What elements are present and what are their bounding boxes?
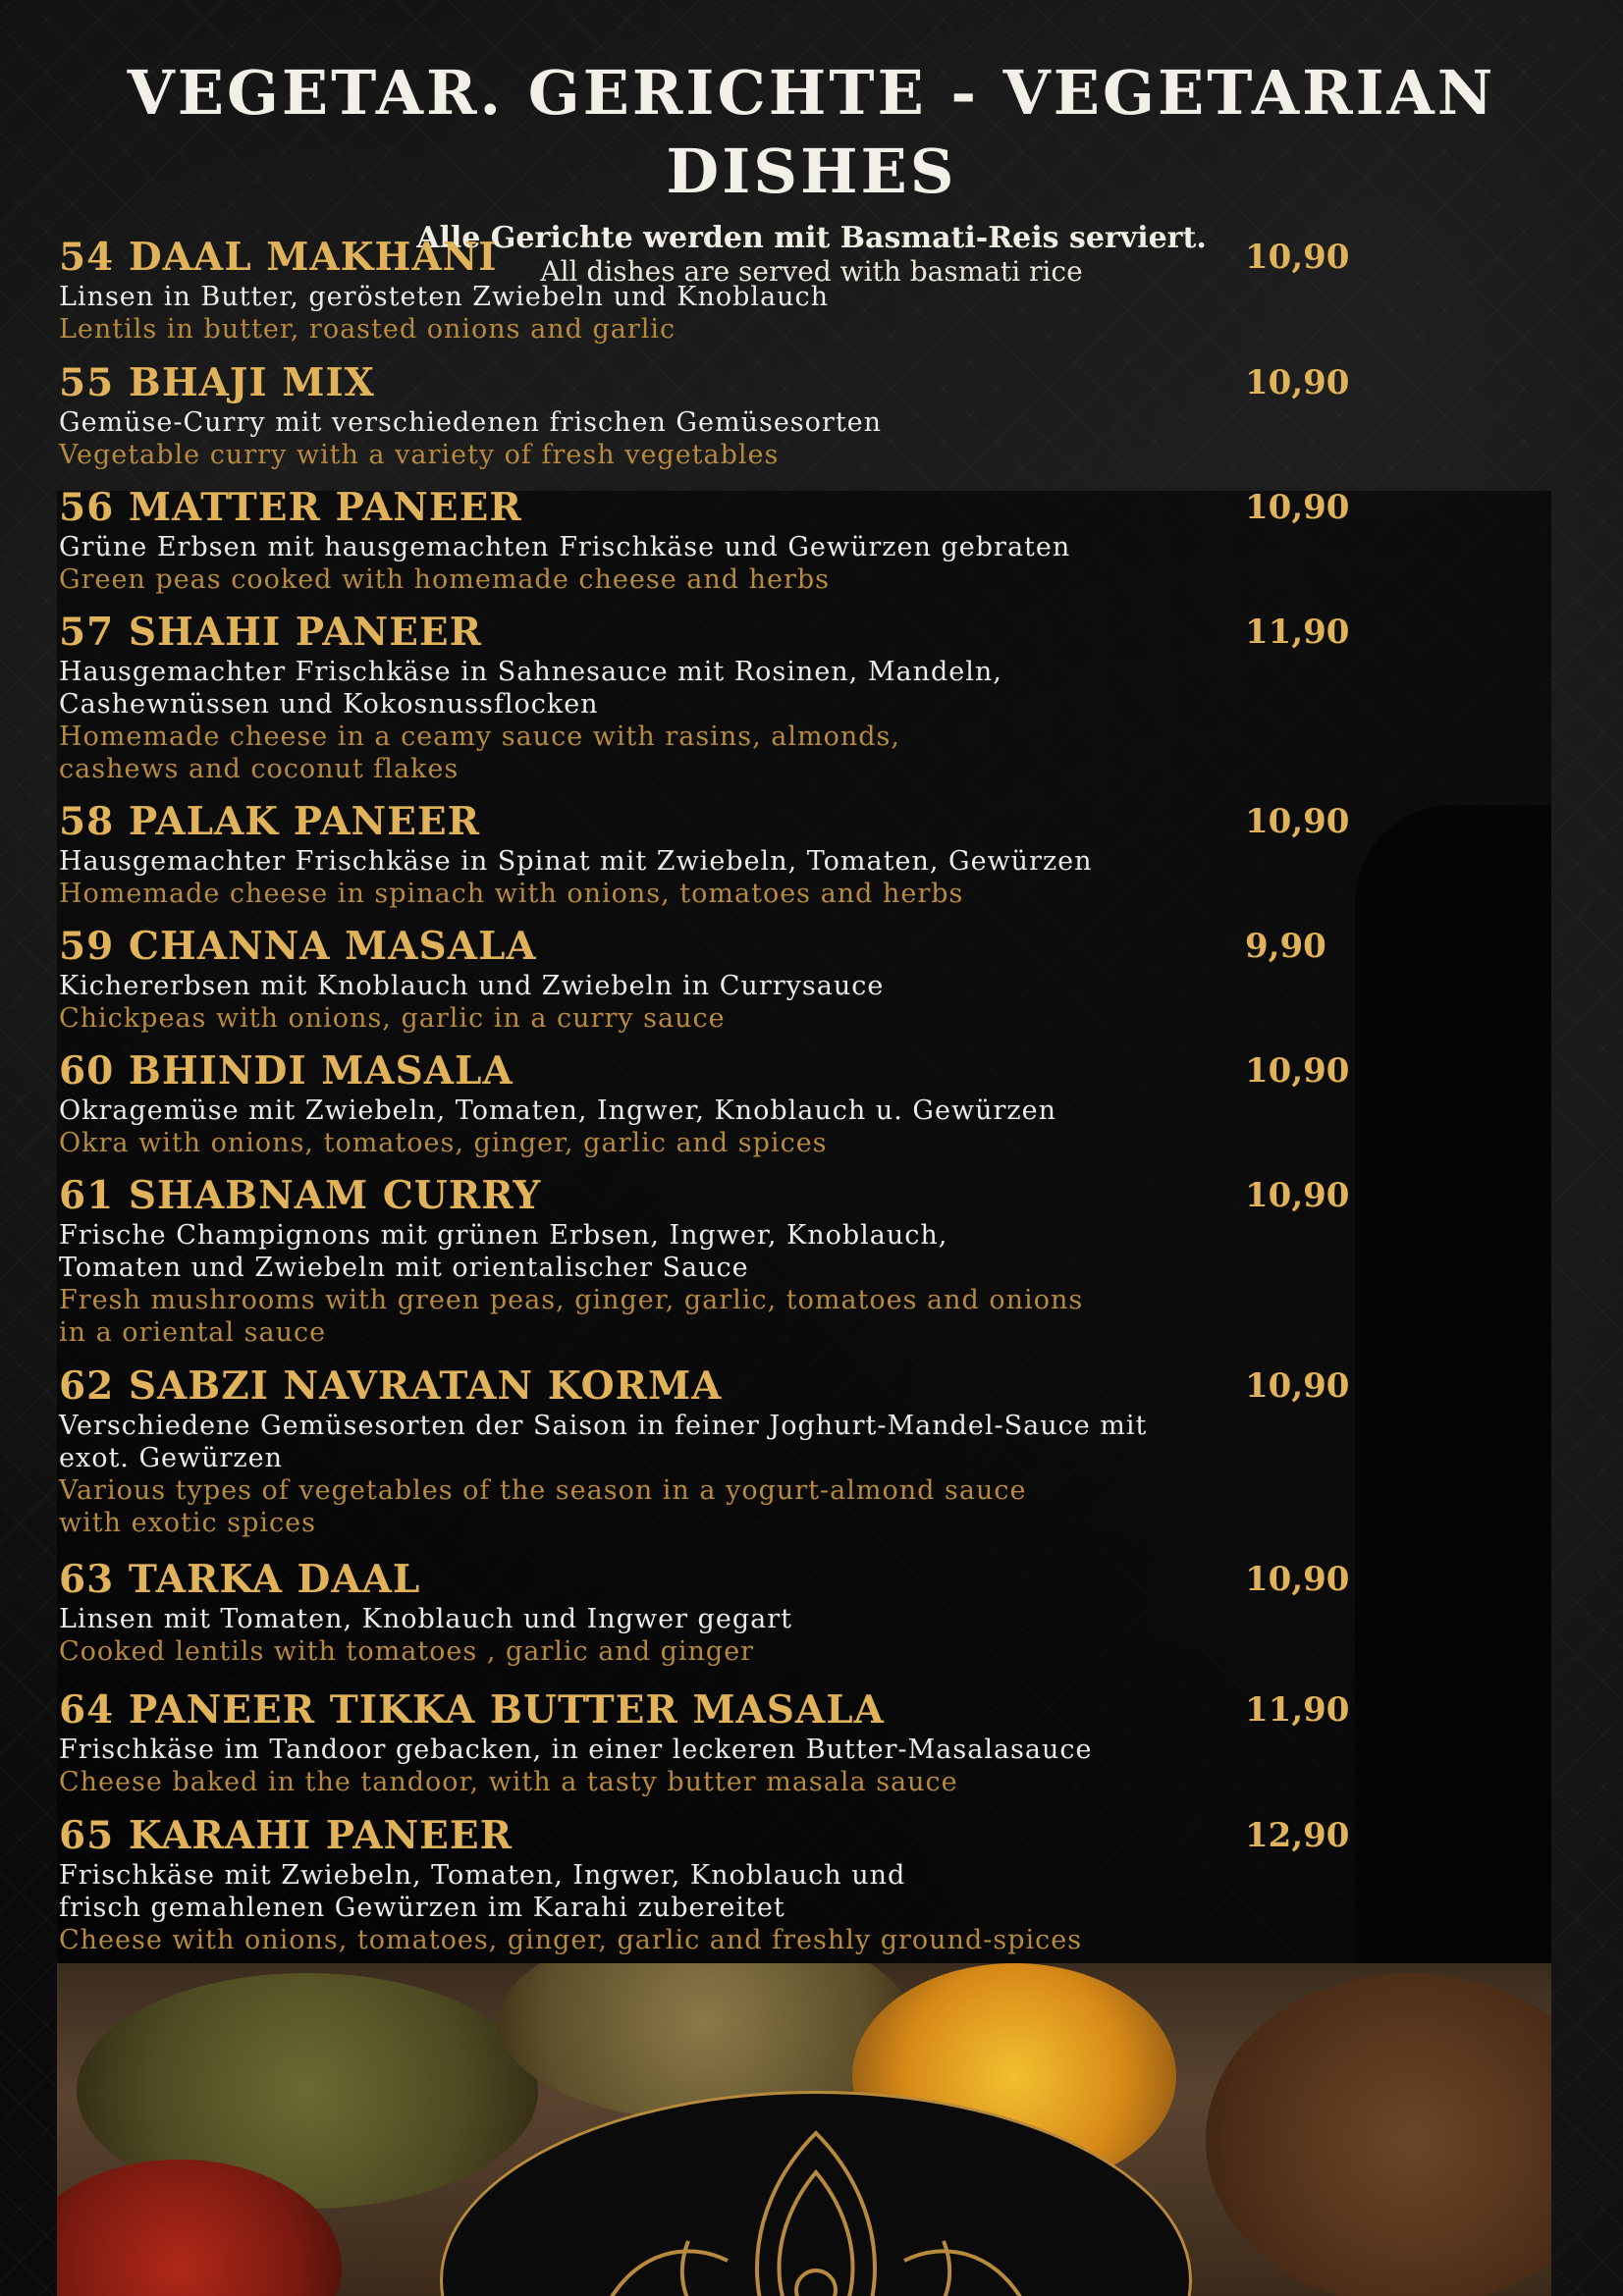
dish-description-english: Fresh mushrooms with green peas, ginger, garlic, tomatoes and onions in a oriental sauce xyxy=(59,1285,1084,1348)
dish-name: 57 SHAHI PANEER xyxy=(59,610,483,655)
dish-description-english: Cheese baked in the tandoor, with a tasty butter masala sauce xyxy=(59,1767,958,1797)
dish-price: 10,90 xyxy=(1245,1176,1350,1215)
dish-description-german: Frischkäse mit Zwiebeln, Tomaten, Ingwer, Knoblauch und frisch gemahlenen Gewürzen im Karahi zubereitet xyxy=(59,1860,906,1923)
dish-item xyxy=(59,609,1350,785)
subtitle-german: Alle Gerichte werden mit Basmati-Reis serviert. xyxy=(416,221,1207,255)
dish-description-english: Lentils in butter, roasted onions and garlic xyxy=(59,314,676,345)
allspice-bowl xyxy=(1206,1973,1551,2296)
dish-name: 63 TARKA DAAL xyxy=(59,1557,421,1602)
dish-description-german: Linsen in Butter, gerösteten Zwiebeln und Knoblauch xyxy=(59,282,830,312)
spices-photo xyxy=(57,1963,1551,2296)
dish-name: 61 SHABNAM CURRY xyxy=(59,1173,542,1218)
dish-name: 58 PALAK PANEER xyxy=(59,799,481,844)
dish-name: 62 SABZI NAVRATAN KORMA xyxy=(59,1363,723,1409)
dish-item xyxy=(59,1812,1350,1956)
dish-name: 65 KARAHI PANEER xyxy=(59,1813,514,1858)
dish-item xyxy=(59,798,1350,910)
dish-description-english: Cooked lentils with tomatoes , garlic and ginger xyxy=(59,1636,755,1667)
page-title: VEGETAR. GERICHTE - VEGETARIAN DISHES xyxy=(127,57,1496,207)
dish-description-german: Okragemüse mit Zwiebeln, Tomaten, Ingwer, Knoblauch u. Gewürzen xyxy=(59,1095,1056,1126)
dish-description-german: Linsen mit Tomaten, Knoblauch und Ingwer gegart xyxy=(59,1604,792,1634)
dish-name: 59 CHANNA MASALA xyxy=(59,924,537,969)
dish-description-english: Homemade cheese in spinach with onions, tomatoes and herbs xyxy=(59,879,964,909)
dish-price: 10,90 xyxy=(1245,488,1350,527)
dish-price: 10,90 xyxy=(1245,238,1350,277)
dish-description-english: Green peas cooked with homemade cheese and herbs xyxy=(59,564,831,595)
dish-price: 9,90 xyxy=(1245,927,1326,966)
dish-description-german: Frischkäse im Tandoor gebacken, in einer leckeren Butter-Masalasauce xyxy=(59,1735,1093,1765)
dish-price: 11,90 xyxy=(1245,1690,1350,1730)
dish-price: 11,90 xyxy=(1245,613,1350,652)
dish-item xyxy=(59,923,1326,1035)
mandala-icon xyxy=(443,2094,1189,2296)
subtitle-english: All dishes are served with basmati rice xyxy=(540,255,1083,288)
dish-name: 56 MATTER PANEER xyxy=(59,485,522,530)
dish-item xyxy=(59,1172,1350,1349)
dish-description-german: Grüne Erbsen mit hausgemachten Frischkäse und Gewürzen gebraten xyxy=(59,532,1071,562)
mandala-ornament xyxy=(440,2091,1192,2296)
dish-price: 12,90 xyxy=(1245,1816,1350,1855)
dish-name: 55 BHAJI MIX xyxy=(59,360,375,405)
dish-description-english: Homemade cheese in a ceamy sauce with rasins, almonds, cashews and coconut flakes xyxy=(59,721,900,784)
dish-item xyxy=(59,234,1350,346)
dish-item xyxy=(59,484,1350,596)
dish-description-german: Kichererbsen mit Knoblauch und Zwiebeln in Currysauce xyxy=(59,971,885,1001)
dish-description-english: Cheese with onions, tomatoes, ginger, garlic and freshly ground-spices xyxy=(59,1925,1083,1955)
dish-description-english: Vegetable curry with a variety of fresh vegetables xyxy=(59,440,780,470)
dish-price: 10,90 xyxy=(1245,363,1350,402)
dish-name: 60 BHINDI MASALA xyxy=(59,1048,514,1094)
dish-item xyxy=(59,1686,1350,1798)
dish-price: 10,90 xyxy=(1245,802,1350,841)
dish-item xyxy=(59,1047,1350,1159)
dish-description-german: Hausgemachter Frischkäse in Spinat mit Zwiebeln, Tomaten, Gewürzen xyxy=(59,846,1093,877)
dish-name: 54 DAAL MAKHANI xyxy=(59,235,498,280)
menu-panel-shadow xyxy=(1355,805,1551,1963)
dish-description-english: Various types of vegetables of the season in a yogurt-almond sauce with exotic spices xyxy=(59,1475,1027,1538)
dish-item xyxy=(59,359,1350,471)
dish-name: 64 PANEER TIKKA BUTTER MASALA xyxy=(59,1687,885,1733)
dish-description-german: Gemüse-Curry mit verschiedenen frischen Gemüsesorten xyxy=(59,407,883,438)
dish-price: 10,90 xyxy=(1245,1366,1350,1406)
dish-item xyxy=(59,1556,1350,1668)
dish-price: 10,90 xyxy=(1245,1560,1350,1599)
dish-description-german: Hausgemachter Frischkäse in Sahnesauce mit Rosinen, Mandeln, Cashewnüssen und Kokosnussflocken xyxy=(59,657,1002,720)
dish-item xyxy=(59,1362,1350,1539)
dish-description-english: Okra with onions, tomatoes, ginger, garlic and spices xyxy=(59,1128,828,1158)
dish-description-german: Frische Champignons mit grünen Erbsen, Ingwer, Knoblauch, Tomaten und Zwiebeln mit orientalischer Sauce xyxy=(59,1220,948,1283)
dish-description-german: Verschiedene Gemüsesorten der Saison in feiner Joghurt-Mandel-Sauce mit exot. Gewürzen xyxy=(59,1411,1148,1473)
dish-price: 10,90 xyxy=(1245,1051,1350,1091)
dish-description-english: Chickpeas with onions, garlic in a curry sauce xyxy=(59,1003,726,1034)
